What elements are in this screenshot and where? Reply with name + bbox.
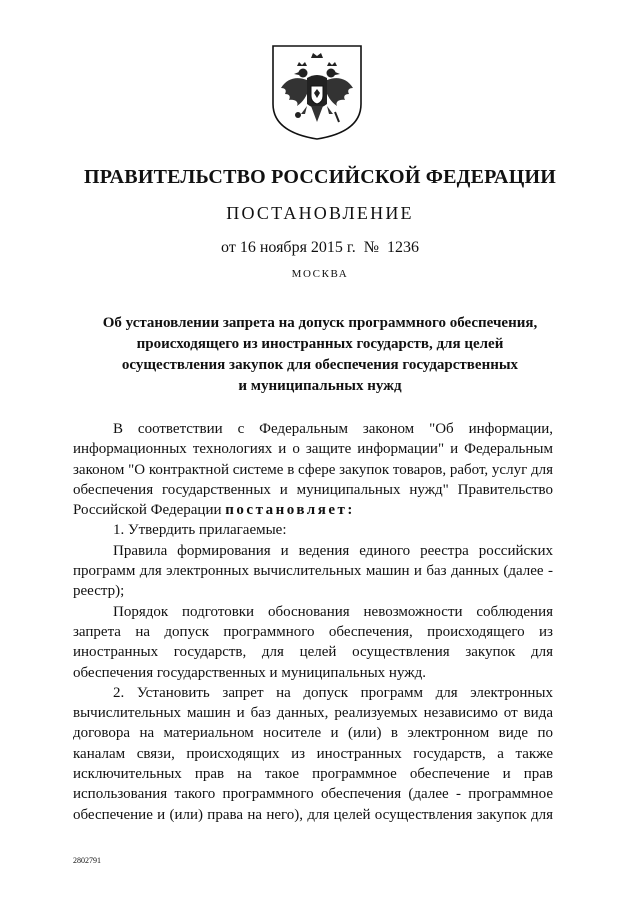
paragraph-item-1: 1. Утвердить прилагаемые: [113, 522, 287, 539]
paragraph-item-2: 2. Установить запрет на допуск программ для электронных вычислительных машин и баз данных, реализуемых независимо от вида договора на материальном носителе и (или) в электронном виде по каналам связи, происходящих из иностранных государств, а также исключительных прав на такое программное обеспечение и прав использования такого программного обеспечения (далее - программное обеспечение и (или) права на него), для целей осуществления закупок для [73, 684, 553, 823]
paragraph-rules: Правила формирования и ведения единого реестра российских программ для электронных вычислительных машин и баз данных (далее - реестр); [73, 542, 553, 600]
city-name: МОСКВА [291, 268, 349, 280]
double-headed-eagle-emblem-icon [267, 42, 367, 142]
document-title [0, 313, 640, 397]
document-code: 2802791 [73, 856, 101, 865]
document-type: ПОСТАНОВЛЕНИЕ [226, 203, 414, 223]
intro-text: В соответствии с Федеральным законом "Об информации, информационных технологиях и о защите информации" и Федеральным законом "О контрактной системе в сфере закупок товаров, работ, услуг для обеспечения государственных и муниципальных нужд" Правительство Российской Федерации [73, 421, 553, 519]
title-line: происходящего из иностранных государств, для целей [136, 336, 504, 352]
title-line: и муниципальных нужд [238, 378, 402, 394]
document-body [73, 419, 553, 825]
emblem-shield-icon [267, 42, 367, 142]
paragraph-procedure: Порядок подготовки обоснования невозможности соблюдения запрета на допуск программного обеспечения, происходящего из иностранных государств, для целей осуществления закупок для обеспечения государственных и муниципальных нужд. [73, 603, 553, 681]
paragraph-intro [73, 419, 553, 520]
date-and-number: от 16 ноября 2015 г. № 1236 [221, 239, 419, 256]
title-line: осуществления закупок для обеспечения государственных [121, 357, 519, 373]
title-line: Об установлении запрета на допуск программного обеспечения, [102, 315, 538, 331]
government-name: ПРАВИТЕЛЬСТВО РОССИЙСКОЙ ФЕДЕРАЦИИ [84, 166, 556, 188]
resolves-word: постановляет: [225, 502, 355, 519]
